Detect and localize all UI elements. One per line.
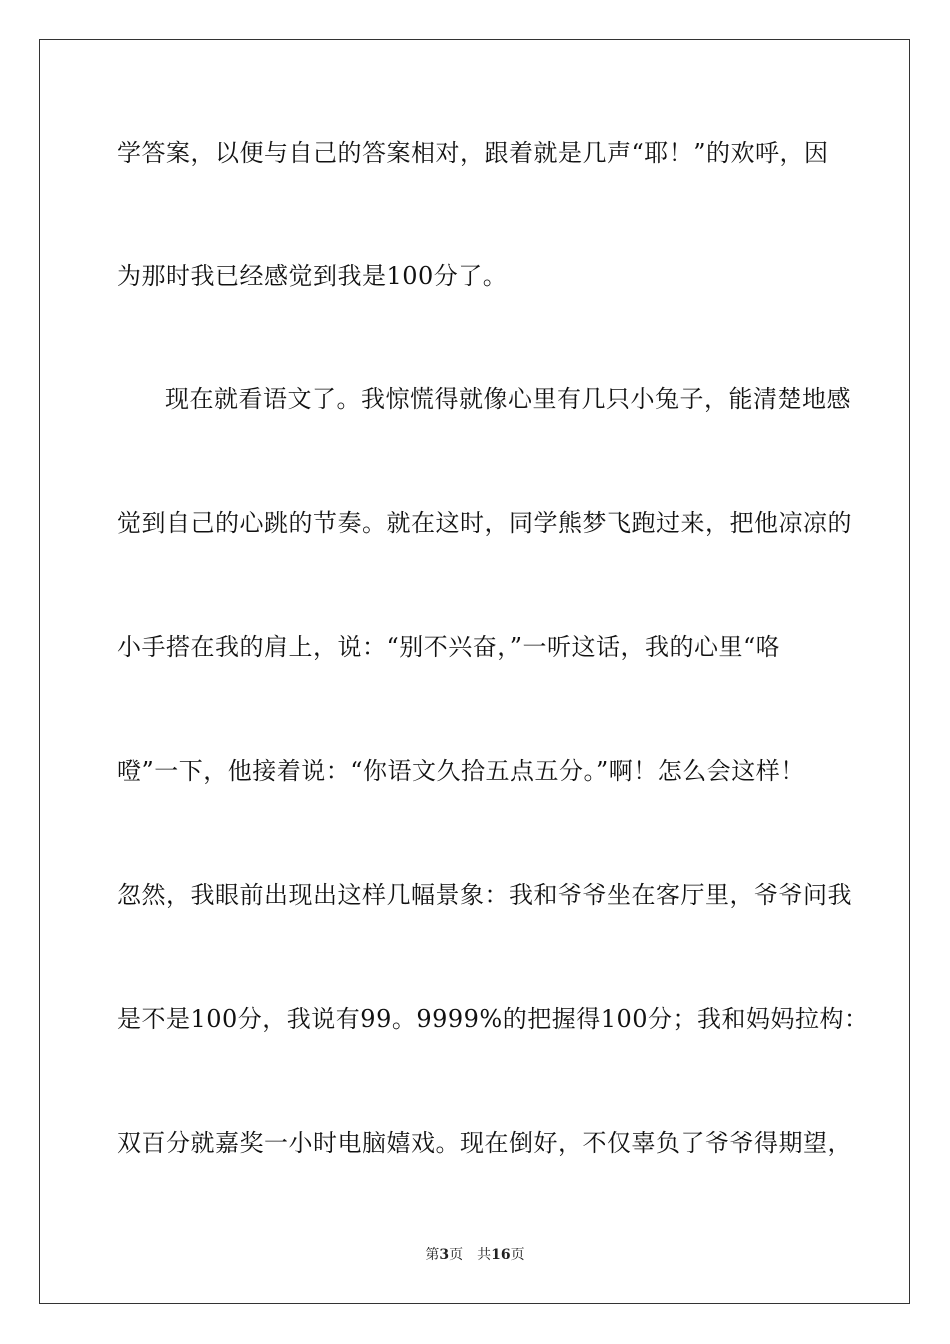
text-line-8: 是不是100分，我说有99。9999%的把握得100分；我和妈妈拉构： bbox=[117, 1005, 869, 1033]
text-line-4: 觉到自己的心跳的节奏。就在这时，同学熊梦飞跑过来，把他凉凉的 bbox=[117, 509, 852, 537]
page-border bbox=[39, 39, 910, 1304]
paragraph-start-line: 现在就看语文了。我惊慌得就像心里有几只小兔子，能清楚地感 bbox=[165, 385, 851, 413]
text-line-9: 双百分就嘉奖一小时电脑嬉戏。现在倒好，不仅辜负了爷爷得期望， bbox=[117, 1129, 852, 1157]
current-page-number: 3 bbox=[439, 1247, 450, 1263]
page-unit: 页 bbox=[449, 1247, 464, 1263]
page-footer bbox=[0, 1246, 950, 1264]
text-line-6: 噔”一下，他接着说：“你语文久拾五点五分。”啊！怎么会这样！ bbox=[117, 757, 805, 785]
total-page-count: 16 bbox=[491, 1247, 511, 1263]
text-line-2: 为那时我已经感觉到我是100分了。 bbox=[117, 262, 508, 290]
total-unit: 页 bbox=[510, 1247, 525, 1263]
page-prefix: 第 bbox=[425, 1247, 440, 1263]
total-prefix: 共 bbox=[477, 1247, 492, 1263]
text-line-1: 学答案，以便与自己的答案相对，跟着就是几声“耶！”的欢呼，因 bbox=[117, 139, 829, 167]
text-line-5: 小手搭在我的肩上，说：“别不兴奋，”一听这话，我的心里“咯 bbox=[117, 633, 781, 661]
text-line-7: 忽然，我眼前出现出这样几幅景象：我和爷爷坐在客厅里，爷爷问我 bbox=[117, 881, 852, 909]
